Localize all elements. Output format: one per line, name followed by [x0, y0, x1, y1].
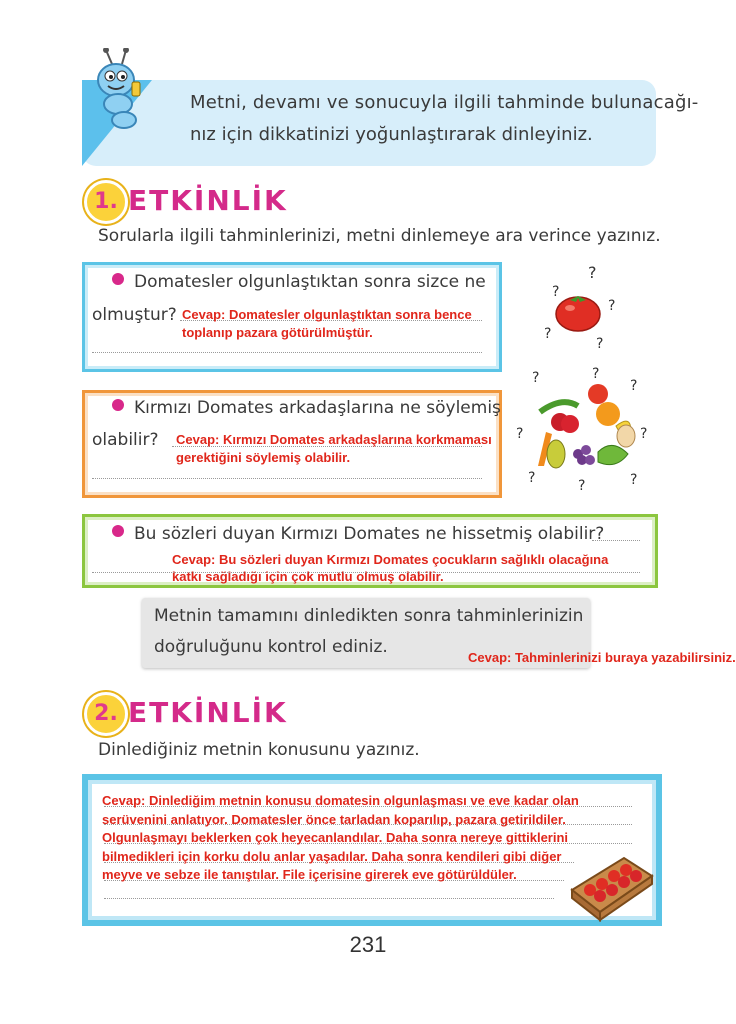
question-2-answer-2[interactable]: gerektiğini söylemiş olabilir.	[176, 450, 351, 465]
answer-line	[92, 572, 640, 573]
svg-text:?: ?	[588, 263, 597, 282]
svg-text:?: ?	[630, 378, 638, 394]
question-2-line-1: Kırmızı Domates arkadaşlarına ne söylemiş	[112, 398, 501, 418]
question-1-answer-2[interactable]: toplanıp pazara götürülmüştür.	[182, 325, 373, 340]
answer-line-text: Olgunlaşmayı beklerken çok heyecanlandılar. Daha sonra nereye gittiklerini	[102, 830, 569, 845]
question-3-line-1: Bu sözleri duyan Kırmızı Domates ne hissetmiş olabilir?	[112, 524, 604, 544]
svg-text:?: ?	[528, 470, 536, 486]
answer-line-text: bilmedikleri için korku dolu anlar yaşadılar. Daha sonra kendileri gibi diğer	[102, 848, 562, 864]
svg-text:?: ?	[630, 472, 638, 488]
answer-line-text: meyve ve sebze ile tanıştılar. File içerisine girerek eve götürüldüler.	[102, 867, 517, 882]
fruits-vegetables-icon	[512, 366, 652, 496]
page-number: 231	[349, 932, 387, 957]
intro-line-1: Metni, devamı ve sonucuyla ilgili tahminde bulunacağı-	[190, 92, 699, 113]
question-2-prefix: olabilir?	[92, 430, 159, 450]
note-line-1: Metnin tamamını dinledikten sonra tahminlerinizin	[154, 606, 584, 626]
activity-1-instruction: Sorularla ilgili tahminlerinizi, metni dinlemeye ara verince yazınız.	[98, 226, 661, 246]
svg-text:?: ?	[592, 366, 600, 382]
answer-line	[592, 540, 640, 541]
svg-text:?: ?	[516, 426, 524, 442]
bullet-icon	[112, 273, 124, 285]
question-3-answer-1[interactable]: Cevap: Bu sözleri duyan Kırmızı Domates çocukların sağlıklı olacağına	[172, 552, 609, 567]
intro-line-2: nız için dikkatinizi yoğunlaştırarak dinleyiniz.	[190, 124, 593, 145]
activity-2-instruction: Dinlediğiniz metnin konusunu yazınız.	[98, 740, 420, 760]
answer-line	[104, 898, 554, 899]
answer-line	[92, 478, 482, 479]
tomato-icon	[538, 262, 628, 354]
svg-text:?: ?	[578, 478, 586, 494]
activity-1-title: ETKİNLİK	[128, 184, 288, 217]
svg-text:?: ?	[552, 284, 560, 300]
svg-text:?: ?	[544, 326, 552, 342]
activity-1-badge: 1.	[84, 180, 128, 224]
answer-line-text: Cevap: Dinlediğim metnin konusu domatesin olgunlaşması ve eve kadar olan	[102, 793, 579, 808]
question-1-prefix: olmuştur?	[92, 305, 177, 325]
question-2-answer-1[interactable]: Cevap: Kırmızı Domates arkadaşlarına korkmaması	[176, 432, 492, 447]
answer-line	[92, 352, 482, 353]
tomato-crate-icon	[566, 850, 656, 922]
note-answer[interactable]: Cevap: Tahminlerinizi buraya yazabilirsiniz.	[468, 650, 736, 665]
question-1-answer-1[interactable]: Cevap: Domatesler olgunlaştıktan sonra bence	[182, 307, 472, 322]
question-3-answer-2[interactable]: katkı sağladığı için çok mutlu olmuş olabilir.	[172, 569, 444, 584]
question-1-line-1: Domatesler olgunlaştıktan sonra sizce ne	[112, 272, 486, 292]
note-line-2: doğruluğunu kontrol ediniz.	[154, 637, 388, 657]
bullet-icon	[112, 399, 124, 411]
svg-text:?: ?	[608, 298, 616, 314]
activity-2-answer[interactable]	[102, 792, 579, 885]
bullet-icon	[112, 525, 124, 537]
answer-line-text: serüvenini anlatıyor. Domatesler önce tarladan koparılıp, pazara getirildiler.	[102, 811, 566, 827]
caterpillar-mascot-icon	[84, 48, 148, 134]
svg-text:?: ?	[532, 370, 540, 386]
svg-text:?: ?	[596, 336, 604, 352]
svg-text:?: ?	[640, 426, 648, 442]
activity-2-badge: 2.	[84, 692, 128, 736]
activity-2-title: ETKİNLİK	[128, 696, 288, 729]
